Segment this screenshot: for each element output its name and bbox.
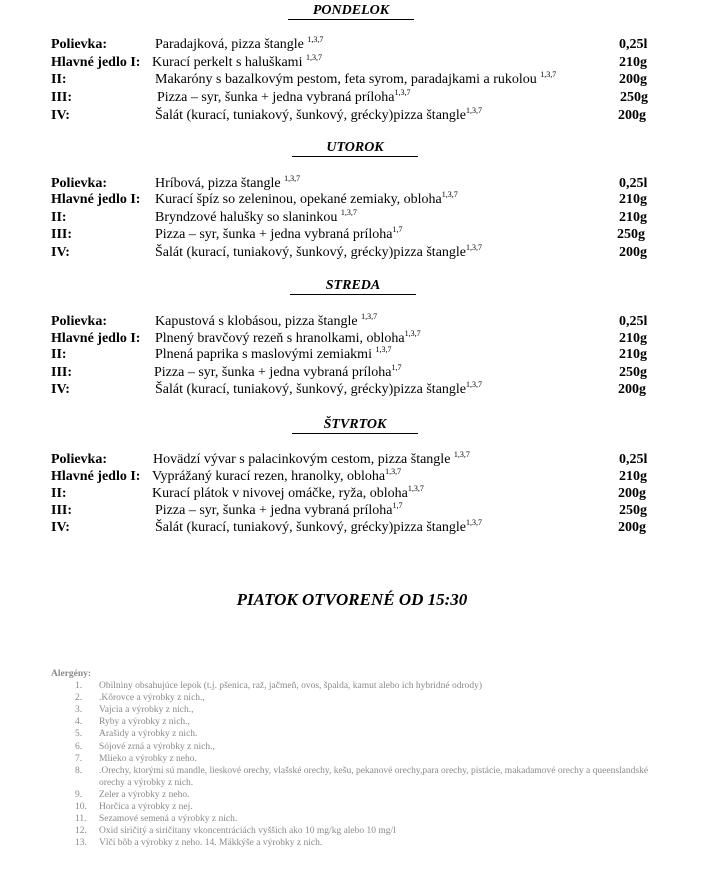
- portion-size: 210g: [619, 210, 647, 225]
- dish-text: Šalát (kurací, tuniakový, šunkový, grécky)pizza štangle$^{1,3,7}$: [155, 518, 483, 535]
- row-label: Polievka:: [51, 314, 107, 329]
- day-heading: STREDA: [290, 277, 416, 295]
- portion-size: 250g: [617, 227, 645, 242]
- dish-text: Kurací plátok v nivovej omáčke, ryža, obloha$^{1,3,7}$: [152, 484, 424, 501]
- menu-row-main-4: [0, 519, 704, 537]
- row-label: III:: [51, 365, 73, 380]
- dish-text: Kurací špíz so zeleninou, opekané zemiaky, obloha$^{1,3,7}$: [155, 190, 458, 207]
- portion-size: 0,25l: [619, 37, 648, 52]
- allergen-item: 9. Zeler a výrobky z neho.: [75, 789, 190, 800]
- dish-text: Plnená paprika s maslovými zemiakmi $^{1,3,7}$: [155, 345, 392, 362]
- portion-size: 210g: [619, 55, 647, 70]
- portion-size: 250g: [619, 365, 647, 380]
- friday-opening-note: PIATOK OTVORENÉ OD 15:30: [236, 590, 468, 609]
- row-label: Hlavné jedlo I:: [51, 55, 141, 70]
- row-label: IV:: [51, 108, 70, 123]
- menu-row-soup: [0, 451, 704, 469]
- menu-row-soup: [0, 36, 704, 54]
- dish-text: Pizza – syr, šunka + jedna vybraná príloha$^{1,3,7}$: [157, 88, 411, 105]
- row-label: III:: [51, 227, 73, 242]
- allergen-legend-title: Alergény:: [51, 669, 92, 679]
- row-label: III:: [51, 90, 73, 105]
- dish-text: Plnený bravčový rezeň s hranolkami, obloha$^{1,3,7}$: [155, 329, 421, 346]
- row-label: Hlavné jedlo I:: [51, 192, 141, 207]
- portion-size: 200g: [618, 486, 646, 501]
- allergen-list: [51, 680, 671, 849]
- menu-row-main-1: [0, 191, 704, 209]
- row-label: II:: [51, 210, 67, 225]
- portion-size: 210g: [619, 347, 647, 362]
- allergen-item: 1. Obilniny obsahujúce lepok (t.j. pšenica, raž, jačmeň, ovos, špalda, kamut alebo ich hybridné odrody): [75, 681, 483, 692]
- dish-text: Paradajková, pizza štangle $^{1,3,7}$: [155, 35, 324, 52]
- dish-text: Bryndzové halušky so slaninkou $^{1,3,7}$: [155, 208, 357, 225]
- portion-size: 250g: [619, 503, 647, 518]
- row-label: IV:: [51, 520, 70, 535]
- menu-row-main-3: [0, 502, 704, 520]
- portion-size: 210g: [619, 331, 647, 346]
- row-label: Polievka:: [51, 452, 107, 467]
- menu-row-main-2: [0, 485, 704, 503]
- portion-size: 200g: [618, 382, 646, 397]
- dish-text: Pizza – syr, šunka + jedna vybraná príloha$^{1,7}$: [155, 225, 403, 242]
- allergen-item: 10. Horčica a výrobky z nej.: [75, 802, 193, 813]
- allergen-item: 6. Sójové zrná a výrobky z nich.,: [75, 741, 215, 752]
- portion-size: 0,25l: [619, 176, 648, 191]
- row-label: IV:: [51, 382, 70, 397]
- row-label: II:: [51, 347, 67, 362]
- menu-row-main-2: [0, 346, 704, 364]
- allergen-item: 12. Oxid siričitý a siričitany vkoncentráciách vyšších ako 10 mg/kg alebo 10 mg/l: [75, 826, 396, 837]
- allergen-item: 11. Sezamové semená a výrobky z nich.: [75, 814, 238, 825]
- menu-row-main-2: [0, 209, 704, 227]
- menu-row-main-3: [0, 364, 704, 382]
- menu-row-main-4: [0, 107, 704, 125]
- dish-text: Šalát (kurací, tuniakový, šunkový, grécky)pizza štangle$^{1,3,7}$: [155, 106, 483, 123]
- row-label: Polievka:: [51, 37, 107, 52]
- allergen-item: 8. .Orechy, ktorými sú mandle, lieskové orechy, vlašské orechy, kešu, pekanové orechy,para orechy, pistácie, makadamové orechy a queenslandské orechy a výrobky z nich.: [75, 765, 649, 788]
- portion-size: 200g: [619, 72, 647, 87]
- allergen-item: 4. Ryby a výrobky z nich.,: [75, 717, 190, 728]
- allergen-item: 7. Mlieko a výrobky z neho.: [75, 753, 197, 764]
- menu-row-main-3: [0, 226, 704, 244]
- allergen-legend: [51, 668, 671, 849]
- row-label: Hlavné jedlo I:: [51, 331, 141, 346]
- dish-text: Vyprážaný kurací rezen, hranolky, obloha$^{1,3,7}$: [152, 467, 402, 484]
- row-label: III:: [51, 503, 73, 518]
- portion-size: 200g: [619, 245, 647, 260]
- portion-size: 200g: [618, 108, 646, 123]
- portion-size: 200g: [618, 520, 646, 535]
- portion-size: 0,25l: [619, 314, 648, 329]
- day-heading: PONDELOK: [288, 2, 414, 20]
- row-label: Polievka:: [51, 176, 107, 191]
- dish-text: Pizza – syr, šunka + jedna vybraná príloha$^{1,7}$: [155, 501, 403, 518]
- menu-row-main-4: [0, 244, 704, 262]
- dish-text: Makaróny s bazalkovým pestom, feta syrom, paradajkami a rukolou $^{1,3,7}$: [155, 70, 557, 87]
- allergen-item: 2. .Kôrovce a výrobky z nich.,: [75, 693, 205, 704]
- row-label: II:: [51, 486, 67, 501]
- dish-text: Kurací perkelt s haluškami $^{1,3,7}$: [152, 53, 322, 70]
- menu-row-main-1: [0, 468, 704, 486]
- allergen-item: 13. Vlčí bôb a výrobky z neho. 14. Mäkkýše a výrobky z nich.: [75, 838, 323, 849]
- menu-row-main-3: [0, 89, 704, 107]
- menu-row-main-1: [0, 54, 704, 72]
- menu-row-soup: [0, 313, 704, 331]
- dish-text: Hovädzí vývar s palacinkovým cestom, pizza štangle $^{1,3,7}$: [153, 450, 470, 467]
- day-heading: ŠTVRTOK: [292, 416, 418, 434]
- menu-row-main-2: [0, 71, 704, 89]
- row-label: Hlavné jedlo I:: [51, 469, 141, 484]
- dish-text: Hríbová, pizza štangle $^{1,3,7}$: [155, 174, 301, 191]
- portion-size: 210g: [619, 469, 647, 484]
- dish-text: Šalát (kurací, tuniakový, šunkový, grécky)pizza štangle$^{1,3,7}$: [155, 380, 483, 397]
- dish-text: Kapustová s klobásou, pizza štangle $^{1,3,7}$: [155, 312, 378, 329]
- row-label: IV:: [51, 245, 70, 260]
- portion-size: 0,25l: [619, 452, 648, 467]
- portion-size: 250g: [620, 90, 648, 105]
- menu-row-main-4: [0, 381, 704, 399]
- allergen-item: 5. Arašidy a výrobky z nich.: [75, 729, 198, 740]
- day-heading: UTOROK: [292, 139, 418, 157]
- dish-text: Šalát (kurací, tuniakový, šunkový, grécky)pizza štangle$^{1,3,7}$: [155, 243, 483, 260]
- dish-text: Pizza – syr, šunka + jedna vybraná príloha$^{1,7}$: [154, 363, 402, 380]
- portion-size: 210g: [619, 192, 647, 207]
- row-label: II:: [51, 72, 67, 87]
- allergen-item: 3. Vajcia a výrobky z nich.,: [75, 705, 194, 716]
